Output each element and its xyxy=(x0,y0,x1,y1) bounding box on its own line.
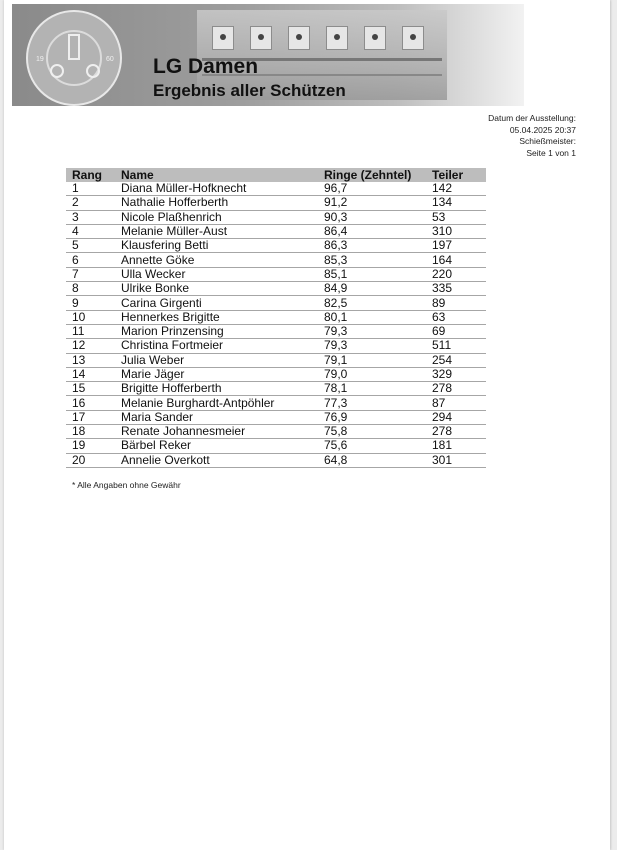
logo-cross-icon xyxy=(68,34,80,60)
cell-rang: 3 xyxy=(66,210,115,224)
cell-ringe: 96,7 xyxy=(318,182,426,196)
footnote: * Alle Angaben ohne Gewähr xyxy=(72,480,181,490)
cell-rang: 14 xyxy=(66,367,115,381)
table-row xyxy=(66,339,486,353)
table-row xyxy=(66,410,486,424)
cell-name: Annette Göke xyxy=(115,253,318,267)
cell-rang: 20 xyxy=(66,453,115,467)
table-row xyxy=(66,182,486,196)
cell-rang: 16 xyxy=(66,396,115,410)
cell-name: Carina Girgenti xyxy=(115,296,318,310)
date-value: 05.04.2025 20:37 xyxy=(509,124,576,135)
table-row xyxy=(66,196,486,210)
column-header-rang: Rang xyxy=(66,168,115,182)
document-meta xyxy=(488,113,576,159)
cell-rang: 6 xyxy=(66,253,115,267)
cell-name: Ulrike Bonke xyxy=(115,282,318,296)
table-row xyxy=(66,382,486,396)
cell-ringe: 85,1 xyxy=(318,267,426,281)
table-header-row xyxy=(66,168,486,182)
cell-teiler: 301 xyxy=(426,453,486,467)
table-row xyxy=(66,324,486,338)
cell-ringe: 78,1 xyxy=(318,382,426,396)
cell-rang: 2 xyxy=(66,196,115,210)
cell-ringe: 79,0 xyxy=(318,367,426,381)
target-icon xyxy=(364,26,386,50)
cell-rang: 17 xyxy=(66,410,115,424)
cell-ringe: 90,3 xyxy=(318,210,426,224)
cell-teiler: 142 xyxy=(426,182,486,196)
cell-teiler: 278 xyxy=(426,382,486,396)
table-row xyxy=(66,439,486,453)
cell-teiler: 89 xyxy=(426,296,486,310)
results-table xyxy=(66,168,486,468)
results-table-body xyxy=(66,182,486,467)
cell-teiler: 164 xyxy=(426,253,486,267)
cell-rang: 7 xyxy=(66,267,115,281)
cell-teiler: 53 xyxy=(426,210,486,224)
cell-name: Christina Fortmeier xyxy=(115,339,318,353)
table-row xyxy=(66,425,486,439)
page-title: LG Damen xyxy=(153,55,259,78)
table-row xyxy=(66,367,486,381)
cell-teiler: 69 xyxy=(426,324,486,338)
cell-teiler: 220 xyxy=(426,267,486,281)
cell-ringe: 86,3 xyxy=(318,239,426,253)
cell-ringe: 82,5 xyxy=(318,296,426,310)
cell-name: Klausfering Betti xyxy=(115,239,318,253)
target-icon xyxy=(212,26,234,50)
column-header-name: Name xyxy=(115,168,318,182)
table-row xyxy=(66,253,486,267)
cell-ringe: 84,9 xyxy=(318,282,426,296)
cell-rang: 1 xyxy=(66,182,115,196)
cell-name: Annelie Overkott xyxy=(115,453,318,467)
table-row xyxy=(66,239,486,253)
cell-rang: 15 xyxy=(66,382,115,396)
logo-year-left: 19 xyxy=(36,56,44,63)
cell-ringe: 91,2 xyxy=(318,196,426,210)
cell-rang: 4 xyxy=(66,224,115,238)
cell-ringe: 75,8 xyxy=(318,425,426,439)
cell-ringe: 85,3 xyxy=(318,253,426,267)
cell-ringe: 79,3 xyxy=(318,324,426,338)
cell-name: Diana Müller-Hofknecht xyxy=(115,182,318,196)
cell-name: Melanie Burghardt-Antpöhler xyxy=(115,396,318,410)
cell-teiler: 197 xyxy=(426,239,486,253)
cell-rang: 12 xyxy=(66,339,115,353)
target-icon xyxy=(402,26,424,50)
cell-teiler: 310 xyxy=(426,224,486,238)
column-header-ringe: Ringe (Zehntel) xyxy=(318,168,426,182)
cell-rang: 11 xyxy=(66,324,115,338)
cell-rang: 18 xyxy=(66,425,115,439)
table-row xyxy=(66,224,486,238)
cell-name: Nathalie Hofferberth xyxy=(115,196,318,210)
table-row xyxy=(66,210,486,224)
cell-ringe: 80,1 xyxy=(318,310,426,324)
schiessmeister-label: Schießmeister: xyxy=(519,136,576,146)
cell-ringe: 75,6 xyxy=(318,439,426,453)
document-page xyxy=(4,0,610,850)
cell-ringe: 64,8 xyxy=(318,453,426,467)
cell-teiler: 87 xyxy=(426,396,486,410)
cell-teiler: 294 xyxy=(426,410,486,424)
page-subtitle: Ergebnis aller Schützen xyxy=(153,81,346,100)
cell-teiler: 134 xyxy=(426,196,486,210)
cell-teiler: 63 xyxy=(426,310,486,324)
cell-name: Ulla Wecker xyxy=(115,267,318,281)
cell-name: Maria Sander xyxy=(115,410,318,424)
table-row xyxy=(66,353,486,367)
table-row xyxy=(66,267,486,281)
cell-teiler: 254 xyxy=(426,353,486,367)
table-row xyxy=(66,310,486,324)
cell-ringe: 77,3 xyxy=(318,396,426,410)
cell-rang: 10 xyxy=(66,310,115,324)
cell-name: Bärbel Reker xyxy=(115,439,318,453)
cell-name: Melanie Müller-Aust xyxy=(115,224,318,238)
club-logo xyxy=(26,10,122,106)
cell-rang: 19 xyxy=(66,439,115,453)
cell-rang: 13 xyxy=(66,353,115,367)
target-icon xyxy=(288,26,310,50)
page-indicator: Seite 1 von 1 xyxy=(526,147,576,158)
cell-name: Julia Weber xyxy=(115,353,318,367)
cell-rang: 8 xyxy=(66,282,115,296)
table-row xyxy=(66,282,486,296)
cell-name: Hennerkes Brigitte xyxy=(115,310,318,324)
cell-name: Renate Johannesmeier xyxy=(115,425,318,439)
logo-target-icon xyxy=(50,64,64,78)
cell-ringe: 79,3 xyxy=(318,339,426,353)
cell-name: Marie Jäger xyxy=(115,367,318,381)
table-row xyxy=(66,396,486,410)
column-header-teiler: Teiler xyxy=(426,168,486,182)
table-row xyxy=(66,453,486,467)
target-icon xyxy=(250,26,272,50)
cell-teiler: 329 xyxy=(426,367,486,381)
cell-ringe: 76,9 xyxy=(318,410,426,424)
cell-name: Brigitte Hofferberth xyxy=(115,382,318,396)
logo-year-right: 60 xyxy=(106,56,114,63)
table-row xyxy=(66,296,486,310)
cell-name: Nicole Plaßhenrich xyxy=(115,210,318,224)
cell-ringe: 86,4 xyxy=(318,224,426,238)
cell-ringe: 79,1 xyxy=(318,353,426,367)
cell-teiler: 278 xyxy=(426,425,486,439)
cell-rang: 5 xyxy=(66,239,115,253)
cell-teiler: 511 xyxy=(426,339,486,353)
cell-rang: 9 xyxy=(66,296,115,310)
date-label: Datum der Ausstellung: xyxy=(488,113,576,123)
cell-teiler: 181 xyxy=(426,439,486,453)
cell-name: Marion Prinzensing xyxy=(115,324,318,338)
target-icon xyxy=(326,26,348,50)
logo-target-icon xyxy=(86,64,100,78)
cell-teiler: 335 xyxy=(426,282,486,296)
